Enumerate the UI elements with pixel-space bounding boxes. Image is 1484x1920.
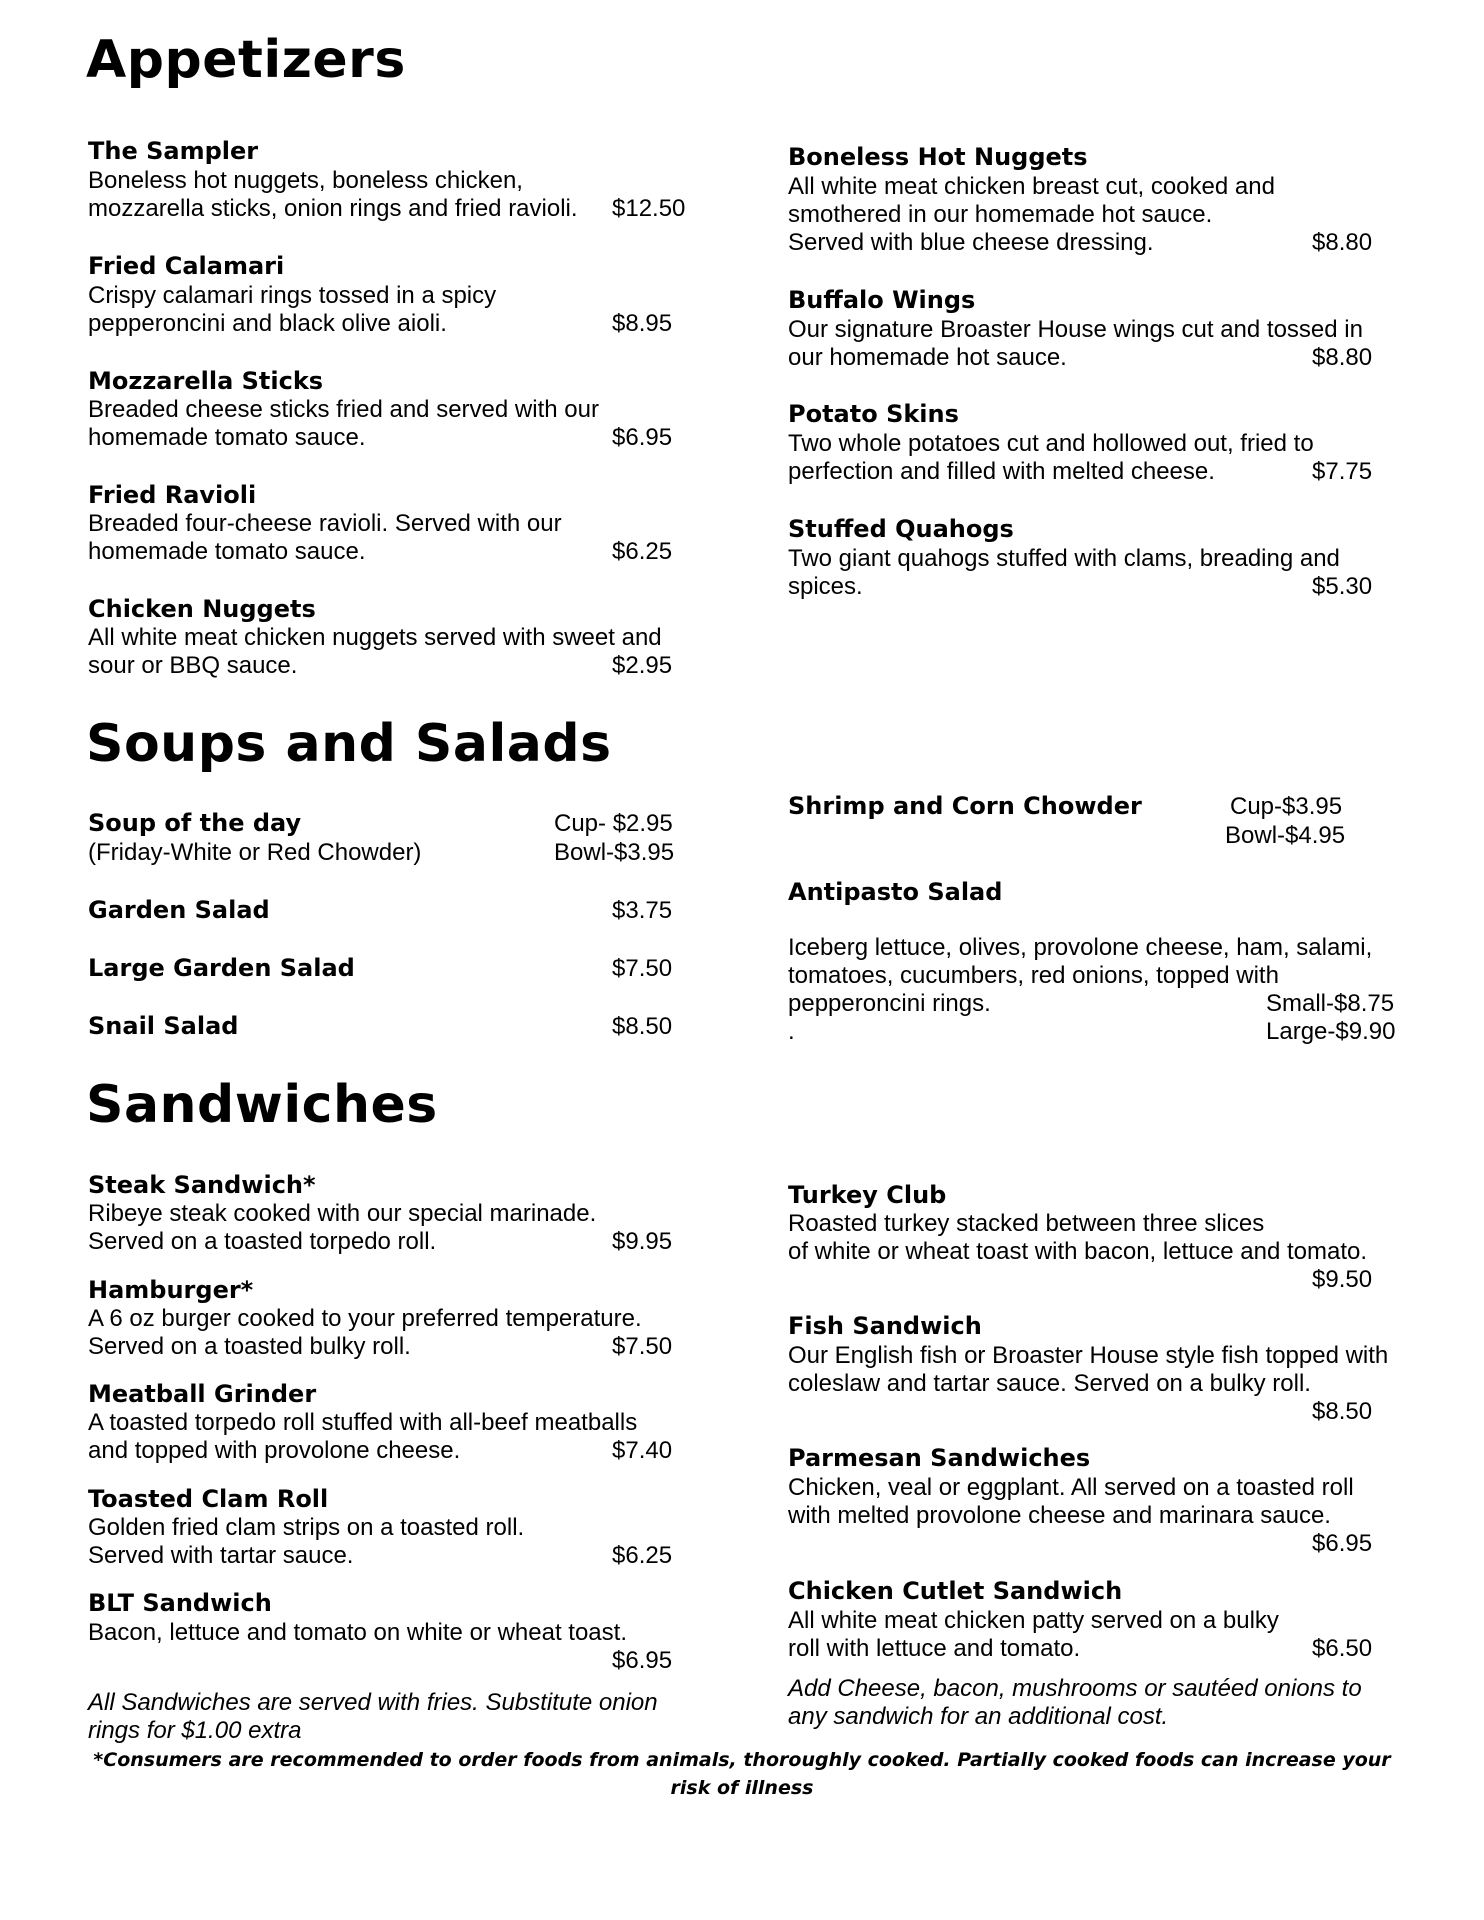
item-price: $12.50 — [612, 195, 686, 222]
item-name: Antipasto Salad — [788, 878, 1003, 906]
item-description: Two giant quahogs stuffed with clams, breading and — [788, 545, 1340, 572]
item-description: roll with lettuce and tomato. — [788, 1635, 1081, 1662]
section-title-sandwiches: Sandwiches — [86, 1075, 438, 1135]
item-name: Potato Skins — [788, 400, 959, 428]
item-price: $9.50 — [1312, 1266, 1373, 1293]
sandwich-note: All Sandwiches are served with fries. Substitute onion — [88, 1689, 658, 1716]
item-description: with melted provolone cheese and marinara sauce. — [788, 1502, 1331, 1529]
item-price: $6.95 — [612, 1647, 673, 1674]
item-price: $7.75 — [1312, 458, 1373, 485]
item-description: Served with tartar sauce. — [88, 1542, 354, 1569]
item-name: Chicken Nuggets — [88, 595, 316, 623]
item-price: $6.95 — [612, 424, 673, 451]
item-name: Garden Salad — [88, 896, 270, 924]
section-title-soups-salads: Soups and Salads — [86, 714, 612, 774]
item-description: A 6 oz burger cooked to your preferred temperature. — [88, 1305, 642, 1332]
item-price: $5.30 — [1312, 573, 1373, 600]
item-name: Parmesan Sandwiches — [788, 1444, 1091, 1472]
item-description: Bacon, lettuce and tomato on white or wheat toast. — [88, 1619, 627, 1646]
item-description: Crispy calamari rings tossed in a spicy — [88, 282, 497, 309]
item-name: Fried Ravioli — [88, 481, 257, 509]
item-price: $7.50 — [612, 1333, 673, 1360]
item-price: $8.50 — [612, 1013, 673, 1040]
item-price: $7.40 — [612, 1437, 673, 1464]
item-description: Served with blue cheese dressing. — [788, 229, 1154, 256]
item-name: Soup of the day — [88, 809, 302, 837]
item-description: Iceberg lettuce, olives, provolone cheese, ham, salami, — [788, 934, 1373, 961]
item-name: Large Garden Salad — [88, 954, 355, 982]
item-description: tomatoes, cucumbers, red onions, topped with — [788, 962, 1279, 989]
item-name: Steak Sandwich* — [88, 1171, 316, 1199]
item-price: $8.80 — [1312, 229, 1373, 256]
item-name: BLT Sandwich — [88, 1589, 272, 1617]
item-price-large: Large-$9.90 — [1266, 1018, 1396, 1045]
item-name: Snail Salad — [88, 1012, 239, 1040]
item-description: Our English fish or Broaster House style fish topped with — [788, 1342, 1389, 1369]
item-description: Two whole potatoes cut and hollowed out, fried to — [788, 430, 1314, 457]
item-name: Toasted Clam Roll — [88, 1485, 329, 1513]
item-description: homemade tomato sauce. — [88, 538, 366, 565]
item-price: $8.50 — [1312, 1398, 1373, 1425]
item-description: Chicken, veal or eggplant. All served on a toasted roll — [788, 1474, 1354, 1501]
item-name: Hamburger* — [88, 1276, 254, 1304]
item-price: $8.95 — [612, 310, 673, 337]
item-name: Buffalo Wings — [788, 286, 976, 314]
item-description: homemade tomato sauce. — [88, 424, 366, 451]
item-price: $6.25 — [612, 1542, 673, 1569]
item-price-small: Small-$8.75 — [1266, 990, 1395, 1017]
section-title-appetizers: Appetizers — [86, 30, 406, 90]
item-description: Our signature Broaster House wings cut and tossed in — [788, 316, 1363, 343]
item-description: coleslaw and tartar sauce. Served on a bulky roll. — [788, 1370, 1311, 1397]
item-name: Fried Calamari — [88, 252, 285, 280]
item-description: sour or BBQ sauce. — [88, 652, 298, 679]
item-price-cup: Cup-$3.95 — [1230, 793, 1343, 820]
item-price: $2.95 — [612, 652, 673, 679]
item-description: Breaded four-cheese ravioli. Served with our — [88, 510, 562, 537]
item-description: All white meat chicken nuggets served with sweet and — [88, 624, 662, 651]
item-description: Ribeye steak cooked with our special marinade. — [88, 1200, 597, 1227]
item-price: $6.95 — [1312, 1530, 1373, 1557]
item-description: pepperoncini and black olive aioli. — [88, 310, 447, 337]
consumer-advisory: *Consumers are recommended to order foods from animals, thoroughly cooked. Partially cooked foods can increase your — [93, 1749, 1391, 1771]
item-name: Chicken Cutlet Sandwich — [788, 1577, 1123, 1605]
item-name: Shrimp and Corn Chowder — [788, 792, 1142, 820]
item-description: our homemade hot sauce. — [788, 344, 1067, 371]
item-description: and topped with provolone cheese. — [88, 1437, 461, 1464]
item-name: Fish Sandwich — [788, 1312, 982, 1340]
item-description: smothered in our homemade hot sauce. — [788, 201, 1213, 228]
item-description: perfection and filled with melted cheese. — [788, 458, 1215, 485]
item-price-bowl: Bowl-$4.95 — [1225, 822, 1346, 849]
consumer-advisory: risk of illness — [670, 1777, 814, 1799]
item-description: Breaded cheese sticks fried and served with our — [88, 396, 599, 423]
item-price: $6.25 — [612, 538, 673, 565]
item-name: Meatball Grinder — [88, 1380, 317, 1408]
item-description: spices. — [788, 573, 863, 600]
item-price: $7.50 — [612, 955, 673, 982]
item-description: pepperoncini rings. — [788, 990, 991, 1017]
item-description: mozzarella sticks, onion rings and fried ravioli. — [88, 195, 578, 222]
item-price-bowl: Bowl-$3.95 — [554, 839, 675, 866]
item-name: The Sampler — [88, 137, 259, 165]
item-price: $8.80 — [1312, 344, 1373, 371]
item-name: Turkey Club — [788, 1181, 947, 1209]
item-description: Served on a toasted bulky roll. — [88, 1333, 411, 1360]
item-name: Boneless Hot Nuggets — [788, 143, 1088, 171]
item-description: Roasted turkey stacked between three slices — [788, 1210, 1265, 1237]
item-description: All white meat chicken breast cut, cooked and — [788, 173, 1275, 200]
sandwich-note: rings for $1.00 extra — [88, 1717, 302, 1744]
item-description-dot: . — [788, 1018, 795, 1045]
item-description: A toasted torpedo roll stuffed with all-beef meatballs — [88, 1409, 638, 1436]
item-description: Boneless hot nuggets, boneless chicken, — [88, 167, 523, 194]
item-price: $3.75 — [612, 897, 673, 924]
item-price: $6.50 — [1312, 1635, 1373, 1662]
item-description: All white meat chicken patty served on a bulky — [788, 1607, 1279, 1634]
item-price: $9.95 — [612, 1228, 673, 1255]
item-description: Served on a toasted torpedo roll. — [88, 1228, 437, 1255]
sandwich-addon-note: any sandwich for an additional cost. — [788, 1703, 1169, 1730]
item-description: of white or wheat toast with bacon, lettuce and tomato. — [788, 1238, 1367, 1265]
sandwich-addon-note: Add Cheese, bacon, mushrooms or sautéed onions to — [788, 1675, 1362, 1702]
item-description: (Friday-White or Red Chowder) — [88, 839, 422, 866]
item-description: Golden fried clam strips on a toasted roll. — [88, 1514, 525, 1541]
item-price-cup: Cup- $2.95 — [554, 810, 673, 837]
item-name: Stuffed Quahogs — [788, 515, 1014, 543]
item-name: Mozzarella Sticks — [88, 367, 324, 395]
